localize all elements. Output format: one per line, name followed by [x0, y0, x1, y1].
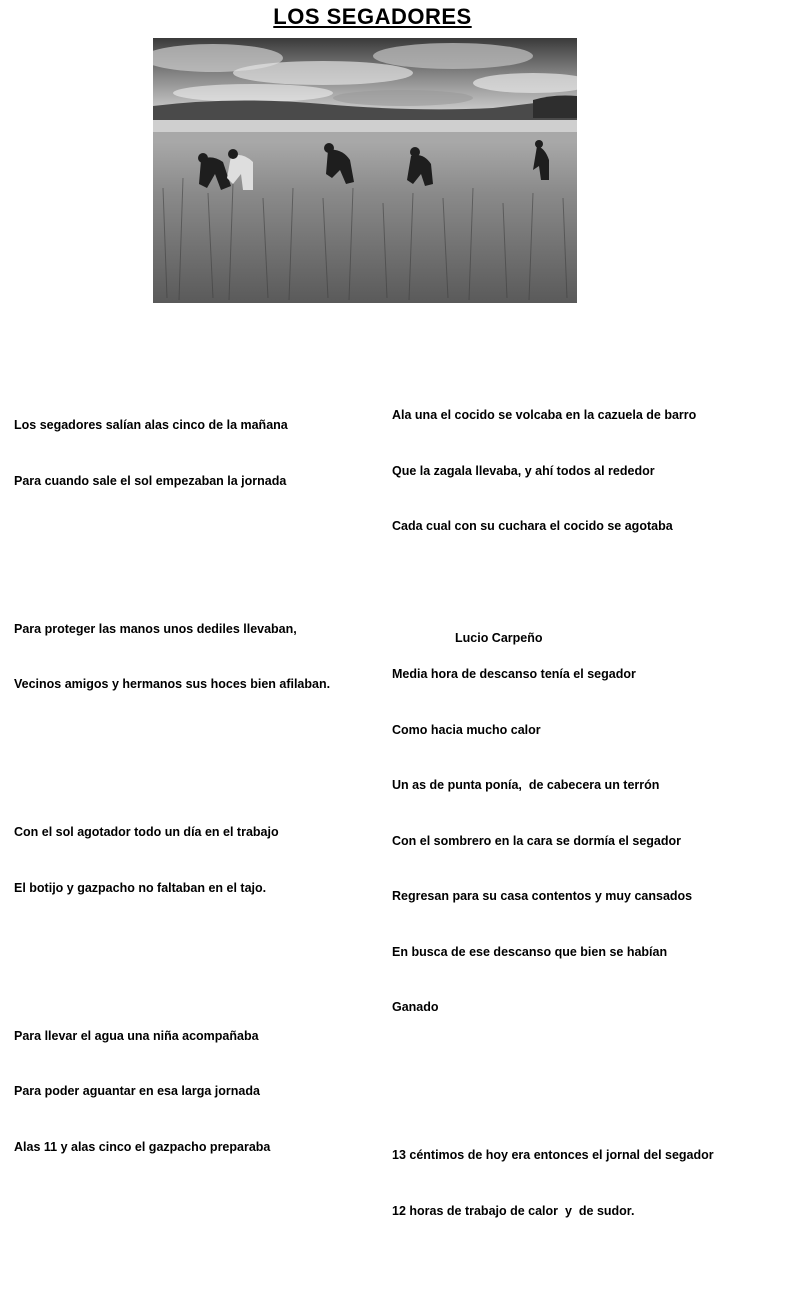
poem-line: Un as de punta ponía, de cabecera un terrón [392, 778, 660, 792]
poem-line: En busca de ese descanso que bien se habían [392, 944, 668, 959]
poem-line: Que la zagala llevaba, y ahí todos al rededor [392, 463, 655, 478]
stanza-6 [392, 628, 714, 1054]
poem-line: Vecinos amigos y hermanos sus hoces bien afilaban. [14, 677, 331, 691]
poem-line: Para proteger las manos unos dediles llevaban, [14, 621, 297, 636]
poem-line: Media hora de descanso tenía el segador [392, 667, 636, 681]
poem-line: Alas 11 y alas cinco el gazpacho preparaba [14, 1139, 271, 1154]
poem-line: 13 céntimos de hoy era entonces el jornal del segador [392, 1148, 714, 1162]
poem-line: Regresan para su casa contentos y muy cansados [392, 889, 693, 903]
poem-line: Cada cual con su cuchara el cocido se agotaba [392, 519, 673, 533]
stanza-3 [14, 786, 330, 934]
poem-right-column [392, 332, 714, 1294]
poem-line: Los segadores salían alas cinco de la mañana [14, 418, 288, 432]
stanza-1 [14, 379, 330, 527]
author-signature: Lucio Carpeño [455, 631, 543, 645]
reapers-photo [153, 38, 577, 303]
poem-line: Para cuando sale el sol empezaban la jornada [14, 473, 287, 488]
poem-line: Con el sombrero en la cara se dormía el segador [392, 833, 681, 848]
poem-line: El botijo y gazpacho no faltaban en el tajo. [14, 880, 267, 895]
poem-line: Para poder aguantar en esa larga jornada [14, 1084, 260, 1098]
poem-left-column [14, 342, 330, 1230]
poem-line: Ganado [392, 1000, 439, 1014]
poem-title: LOS SEGADORES [273, 4, 472, 29]
stanza-5 [392, 369, 714, 573]
poem-line: 12 horas de trabajo de calor y de sudor. [392, 1203, 635, 1218]
stanza-2 [14, 583, 330, 731]
stanza-7 [392, 1109, 714, 1257]
stanza-4 [14, 990, 330, 1194]
poem-line: Con el sol agotador todo un día en el trabajo [14, 825, 279, 839]
poem-line: Para llevar el agua una niña acompañaba [14, 1028, 259, 1043]
poem-line: Ala una el cocido se volcaba en la cazuela de barro [392, 408, 697, 422]
poem-line: Como hacia mucho calor [392, 722, 541, 737]
